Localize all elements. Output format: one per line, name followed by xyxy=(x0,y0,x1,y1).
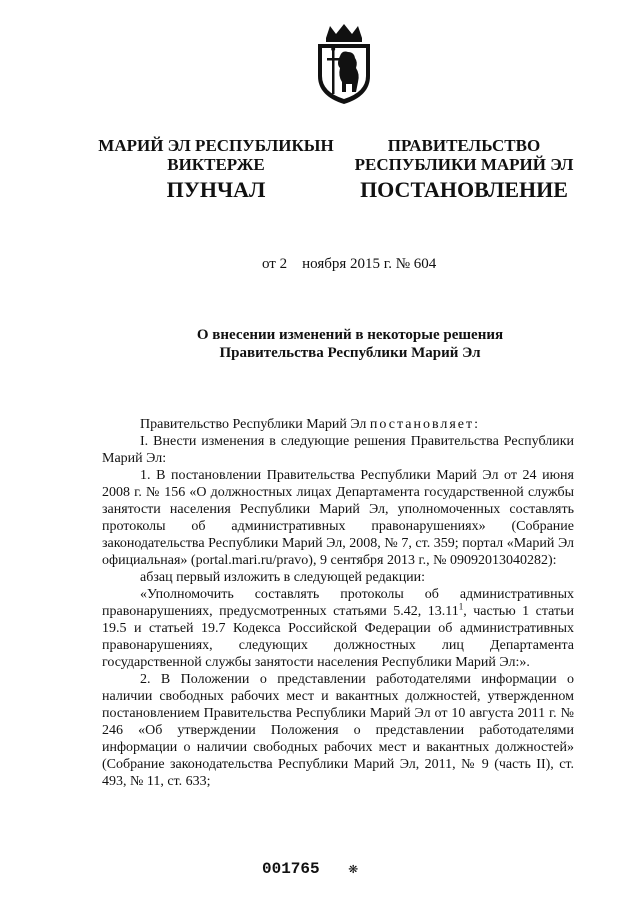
paragraph-4 xyxy=(102,586,574,671)
paragraph-3: абзац первый изложить в следующей редакции: xyxy=(140,570,426,585)
title-line2: Правительства Республики Марий Эл xyxy=(219,345,481,361)
document-title xyxy=(100,326,600,362)
document-date-number: от 2 ноября 2015 г. № 604 xyxy=(262,256,437,272)
header-right-line1: ПРАВИТЕЛЬСТВО xyxy=(387,136,541,155)
coat-of-arms-emblem xyxy=(312,22,376,106)
header-left-line2: ВИКТЕРЖЕ xyxy=(167,155,265,174)
asterisk-mark: ❋ xyxy=(348,860,359,878)
paragraph-5: 2. В Положении о представлении работодателями информации о наличии свободных рабочих мест и вакантных должностей, утвержденном постановлением Правительства Республики Марий Эл от 10 августа 2011 г. № 246 «Об утверждении Положения о представлении работодателями информации о наличии свободных рабочих мест и вакантных должностей» (Собрание законодательства Республики Марий Эл, 2011, № 9 (часть II), ст. 493, № 11, ст. 633; xyxy=(102,672,574,789)
preamble-text: Правительство Республики Марий Эл xyxy=(140,417,370,432)
serial-number: 001765 xyxy=(262,860,320,878)
header-right-line2: РЕСПУБЛИКИ МАРИЙ ЭЛ xyxy=(354,155,574,174)
paragraph-preamble xyxy=(102,416,574,433)
paragraph-4-text-a: «Уполномочить составлять протоколы об административных правонарушениях, предусмотренных статьями 5.42, 13.11 xyxy=(102,587,574,619)
paragraph-2: 1. В постановлении Правительства Республики Марий Эл от 24 июня 2008 г. № 156 «О должностных лицах Департамента государственной службы занятости населения Республики Марий Эл, уполномоченных составлять протоколы об административных правонарушениях» (Собрание законодательства Республики Марий Эл, 2008, № 7, ст. 359; портал «Марий Эл официальная» (portal.mari.ru/pravo), 9 сентября 2013 г., № 09092013040282): xyxy=(102,468,574,568)
document-body xyxy=(102,416,574,790)
paragraph-4-superscript: 1 xyxy=(458,601,464,612)
footer-serial xyxy=(262,858,358,878)
paragraph-4-text-b: , частью 1 статьи 19.5 и статьей 19.7 Кодекса Российской Федерации об административных правонарушениях, следующих должностных лиц Департамента государственной службы занятости населения Республики Марий Эл:». xyxy=(102,604,574,670)
preamble-verb: постановляет: xyxy=(369,417,481,432)
paragraph-1: I. Внести изменения в следующие решения Правительства Республики Марий Эл: xyxy=(102,434,574,466)
title-line1: О внесении изменений в некоторые решения xyxy=(196,327,504,343)
header-right-doc-type: ПОСТАНОВЛЕНИЕ xyxy=(360,177,568,202)
header-left-line1: МАРИЙ ЭЛ РЕСПУБЛИКЫН xyxy=(98,136,334,155)
header-left-doc-type: ПУНЧАЛ xyxy=(166,177,266,202)
